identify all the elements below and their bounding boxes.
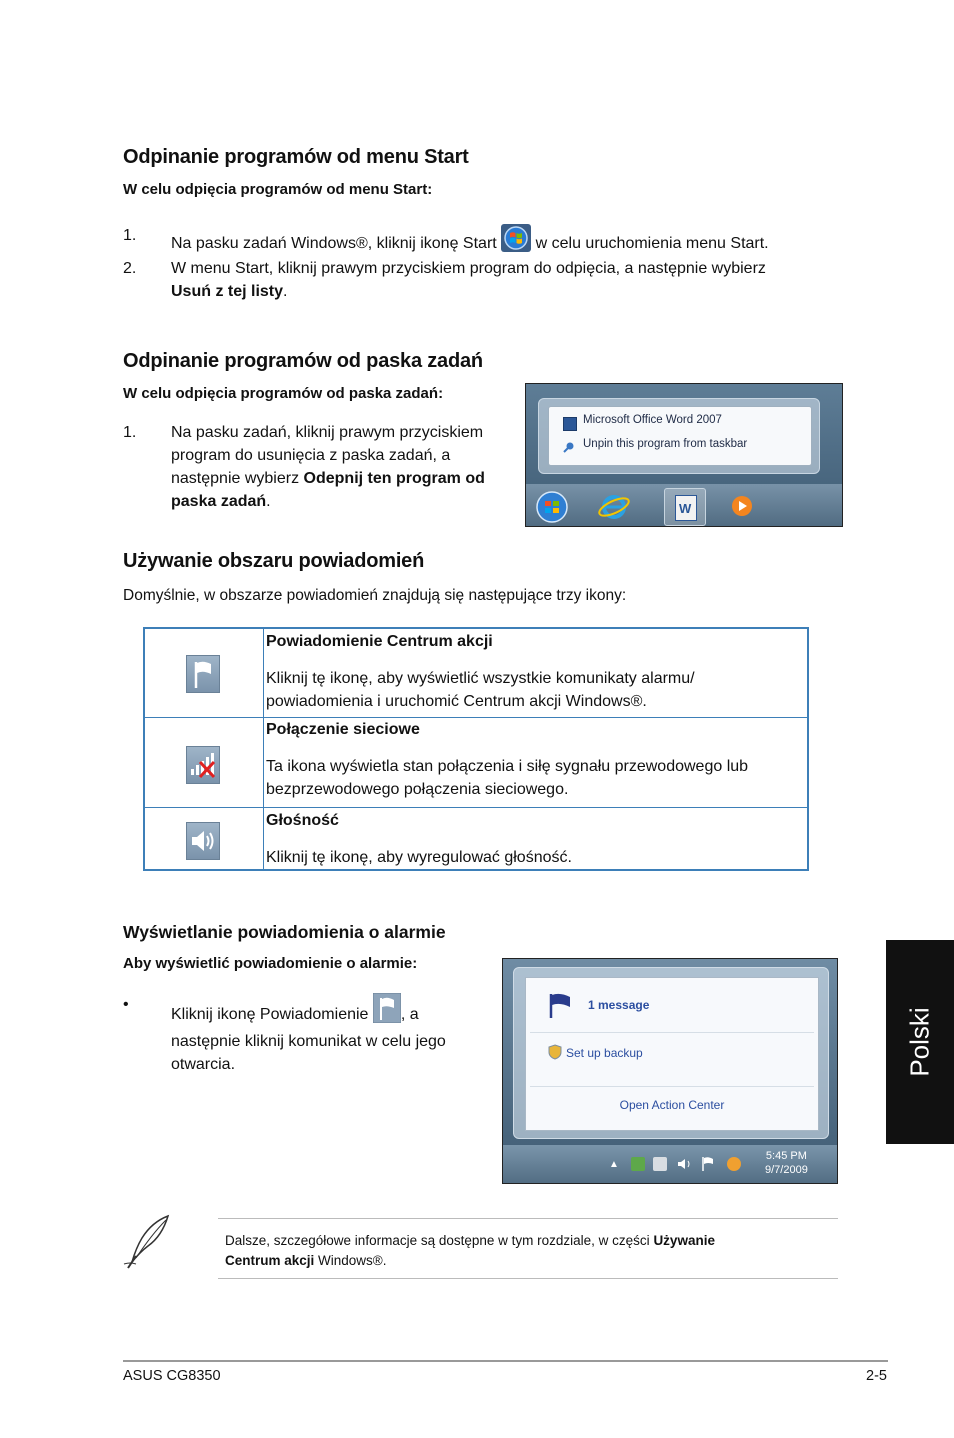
section-title-alarm-notification: Wyświetlanie powiadomienia o alarmie xyxy=(123,922,446,942)
bullet-text-part: następnie kliknij komunikat w celu jego xyxy=(171,1033,446,1050)
show-hidden-icons-icon[interactable]: ▲ xyxy=(609,1159,619,1170)
step-text-part: Na pasku zadań Windows®, kliknij ikonę Start xyxy=(171,235,497,252)
section-title-unpin-start: Odpinanie programów od menu Start xyxy=(123,146,469,168)
step-text-part: . xyxy=(283,283,288,300)
row-description xyxy=(266,755,801,801)
word-taskbar-button[interactable] xyxy=(664,488,706,526)
note-text-part: Windows®. xyxy=(318,1253,387,1268)
step-bold-term: Odepnij ten program od xyxy=(303,470,485,487)
tray-clock[interactable] xyxy=(765,1149,808,1177)
tray-volume-icon[interactable] xyxy=(677,1157,693,1171)
footer-page-number: 2-5 xyxy=(866,1368,887,1384)
section-subtitle-unpin-taskbar: W celu odpięcia programów od paska zadań: xyxy=(123,385,444,402)
table-row xyxy=(145,717,807,807)
tray-time: 5:45 PM xyxy=(765,1150,807,1162)
section-intro: Domyślnie, w obszarze powiadomień znajdują się następujące trzy ikony: xyxy=(123,587,627,604)
taskbar-jumplist-screenshot xyxy=(525,383,843,527)
section-subtitle-alarm-notification: Aby wyświetlić powiadomienie o alarmie: xyxy=(123,955,418,972)
word-icon xyxy=(675,495,697,521)
side-tab-label: Polski xyxy=(904,1007,935,1077)
note-text xyxy=(225,1231,825,1271)
shield-icon xyxy=(548,1044,562,1060)
jumplist-menu xyxy=(548,406,812,466)
word-document-icon xyxy=(563,417,577,431)
row-description-line: Ta ikona wyświetla stan połączenia i siłę sygnału przewodowego lub xyxy=(266,758,749,775)
tray-app-icon[interactable] xyxy=(631,1157,645,1171)
table-icon-cell xyxy=(145,629,264,717)
step-text-part: program do usunięcia z paska zadań, a xyxy=(171,447,451,464)
note-bottom-rule xyxy=(218,1278,838,1279)
row-title: Powiadomienie Centrum akcji xyxy=(266,633,493,650)
word-icon-glyph: W xyxy=(679,501,692,516)
taskbar xyxy=(526,484,843,527)
tray-flag-icon[interactable] xyxy=(701,1156,715,1172)
jumplist-item-unpin[interactable]: Unpin this program from taskbar xyxy=(583,438,748,450)
step-bold-term: Usuń z tej listy xyxy=(171,283,284,300)
row-description xyxy=(266,667,801,713)
tray-update-icon[interactable] xyxy=(727,1157,741,1171)
table-row xyxy=(145,629,807,717)
action-center-panel xyxy=(525,977,819,1131)
media-player-icon[interactable] xyxy=(730,494,754,518)
step-text-part: W menu Start, kliknij prawym przyciskiem program do odpięcia, a następnie wybierz xyxy=(171,260,766,277)
footer-model: ASUS CG8350 xyxy=(123,1368,221,1384)
bullet-text-part: , a xyxy=(400,1006,419,1023)
section-title-unpin-taskbar: Odpinanie programów od paska zadań xyxy=(123,350,483,372)
bullet-text xyxy=(171,993,501,1076)
set-up-backup-link[interactable]: Set up backup xyxy=(566,1046,643,1060)
note-text-part: Dalsze, szczegółowe informacje są dostępne w tym rozdziale, w części xyxy=(225,1233,650,1248)
table-text-cell xyxy=(266,719,801,801)
row-description-line: Kliknij tę ikonę, aby wyregulować głośność. xyxy=(266,849,572,866)
system-tray xyxy=(503,1145,838,1184)
table-text-cell xyxy=(266,631,801,713)
step-text-part: . xyxy=(266,493,271,510)
section-title-notification-area: Używanie obszaru powiadomień xyxy=(123,550,425,572)
table-text-cell xyxy=(266,810,801,869)
speaker-volume-icon xyxy=(186,822,220,860)
row-title: Połączenie sieciowe xyxy=(266,721,420,738)
bullet-marker: • xyxy=(123,996,129,1013)
quill-note-icon xyxy=(122,1212,174,1270)
action-center-flag-icon xyxy=(546,992,576,1018)
panel-divider xyxy=(530,1032,814,1033)
table-row xyxy=(145,807,807,869)
footer-rule xyxy=(123,1360,888,1362)
jumplist-item-word[interactable]: Microsoft Office Word 2007 xyxy=(583,414,722,426)
step-number: 1. xyxy=(123,424,137,441)
tray-device-icon[interactable] xyxy=(653,1157,667,1171)
network-connection-icon xyxy=(186,746,220,784)
step-number: 2. xyxy=(123,260,137,277)
message-link[interactable]: 1 message xyxy=(588,998,650,1012)
bullet-text-part: otwarcia. xyxy=(171,1056,236,1073)
step-text xyxy=(171,421,521,513)
row-description-line: Kliknij tę ikonę, aby wyświetlić wszystkie komunikaty alarmu/ xyxy=(266,670,695,687)
notification-icons-table xyxy=(143,627,809,871)
step-text xyxy=(171,224,769,259)
step-bold-term: paska zadań xyxy=(171,493,267,510)
table-icon-cell xyxy=(145,718,264,807)
note-bold-term: Centrum akcji xyxy=(225,1253,315,1268)
note-top-rule xyxy=(218,1218,838,1219)
section-subtitle-unpin-start: W celu odpięcia programów od menu Start: xyxy=(123,181,433,198)
start-orb-icon[interactable] xyxy=(534,490,570,524)
internet-explorer-icon[interactable] xyxy=(596,492,632,522)
action-center-screenshot xyxy=(502,958,838,1184)
step-number: 1. xyxy=(123,227,137,244)
note-bold-term: Używanie xyxy=(653,1233,715,1248)
language-side-tab xyxy=(886,940,954,1144)
panel-divider xyxy=(530,1086,814,1087)
notification-flag-icon xyxy=(373,993,401,1030)
unpin-icon xyxy=(563,440,575,452)
step-text-part: w celu uruchomienia menu Start. xyxy=(535,235,769,252)
table-icon-cell xyxy=(145,808,264,869)
row-description-line: bezprzewodowego połączenia sieciowego. xyxy=(266,781,569,798)
windows-start-orb-icon xyxy=(501,224,531,259)
row-description-line: powiadomienia i uruchomić Centrum akcji Windows®. xyxy=(266,693,647,710)
row-description xyxy=(266,846,801,869)
step-text xyxy=(171,257,851,303)
action-center-flag-icon xyxy=(186,655,220,693)
step-text-part: następnie wybierz xyxy=(171,470,300,487)
tray-date: 9/7/2009 xyxy=(765,1164,808,1176)
row-title: Głośność xyxy=(266,812,339,829)
open-action-center-link[interactable]: Open Action Center xyxy=(619,1098,725,1112)
bullet-text-part: Kliknij ikonę Powiadomienie xyxy=(171,1006,369,1023)
step-text-part: Na pasku zadań, kliknij prawym przyciskiem xyxy=(171,424,484,441)
